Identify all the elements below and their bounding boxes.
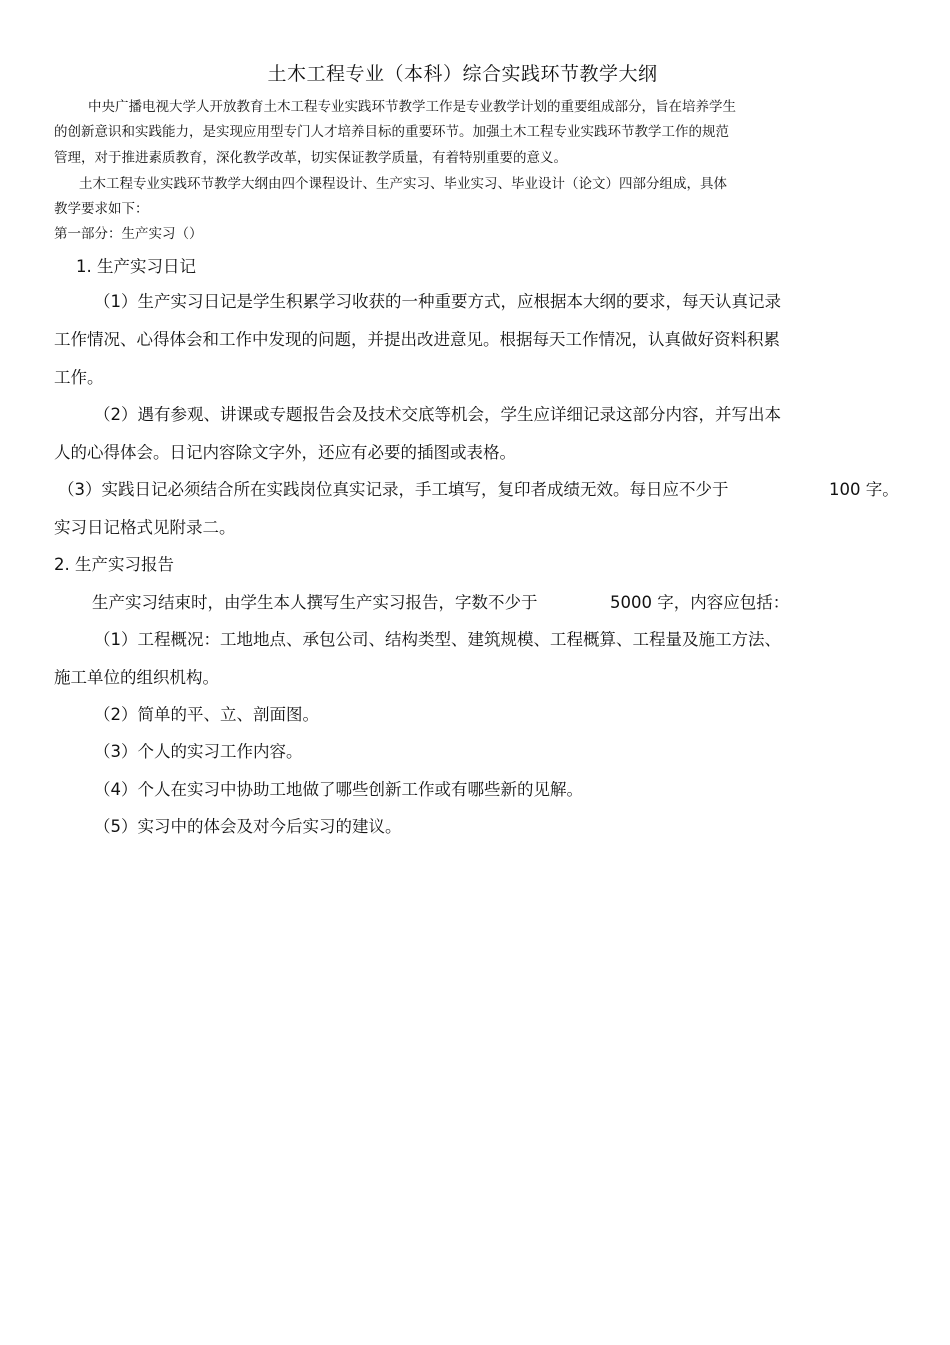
section-1-p3-line-1: （3）实践日记必须结合所在实践岗位真实记录，手工填写，复印者成绩无效。每日应不少于 xyxy=(58,480,729,499)
section-1-p1-line-1: （1）生产实习日记是学生积累学习收获的一种重要方式，应根据本大纲的要求，每天认真记录 xyxy=(94,292,781,311)
intro-line-5: 教学要求如下： xyxy=(54,201,149,217)
part-heading: 第一部分：生产实习（） xyxy=(54,226,203,242)
intro-line-3: 管理，对于推进素质教育，深化教学改革，切实保证教学质量，有着特别重要的意义。 xyxy=(54,150,567,166)
section-1-p1-line-2: 工作情况、心得体会和工作中发现的问题，并提出改进意见。根据每天工作情况，认真做好资料积累 xyxy=(54,330,780,349)
section-2-intro-wordcount: 5000 字，内容应包括： xyxy=(610,593,790,612)
section-1-heading: 1. 生产实习日记 xyxy=(76,257,196,276)
document-title: 土木工程专业（本科）综合实践环节教学大纲 xyxy=(267,63,658,85)
intro-line-1: 中央广播电视大学人开放教育土木工程专业实践环节教学工作是专业教学计划的重要组成部分，旨在培养学生 xyxy=(88,99,736,115)
intro-line-2: 的创新意识和实践能力，是实现应用型专门人才培养目标的重要环节。加强土木工程专业实践环节教学工作的规范 xyxy=(54,124,729,140)
section-2-heading: 2. 生产实习报告 xyxy=(54,555,174,574)
section-2-item-1-line-2: 施工单位的组织机构。 xyxy=(54,668,219,687)
section-2-item-2: （2）简单的平、立、剖面图。 xyxy=(94,705,319,724)
section-1-p1-line-3: 工作。 xyxy=(54,368,104,387)
section-2-intro: 生产实习结束时，由学生本人撰写生产实习报告，字数不少于 xyxy=(92,593,538,612)
section-2-item-4: （4）个人在实习中协助工地做了哪些创新工作或有哪些新的见解。 xyxy=(94,780,583,799)
intro-line-4: 土木工程专业实践环节教学大纲由四个课程设计、生产实习、毕业实习、毕业设计（论文）四部分组成，具体 xyxy=(79,176,727,192)
section-1-p2-line-2: 人的心得体会。日记内容除文字外，还应有必要的插图或表格。 xyxy=(54,443,516,462)
section-2-item-5: （5）实习中的体会及对今后实习的建议。 xyxy=(94,817,402,836)
section-1-p3-wordcount: 100 字。 xyxy=(829,480,899,499)
section-2-item-3: （3）个人的实习工作内容。 xyxy=(94,742,303,761)
section-1-p3-line-2: 实习日记格式见附录二。 xyxy=(54,518,236,537)
section-2-item-1-line-1: （1）工程概况：工地地点、承包公司、结构类型、建筑规模、工程概算、工程量及施工方法、 xyxy=(94,630,781,649)
section-1-p2-line-1: （2）遇有参观、讲课或专题报告会及技术交底等机会，学生应详细记录这部分内容，并写出本 xyxy=(94,405,781,424)
